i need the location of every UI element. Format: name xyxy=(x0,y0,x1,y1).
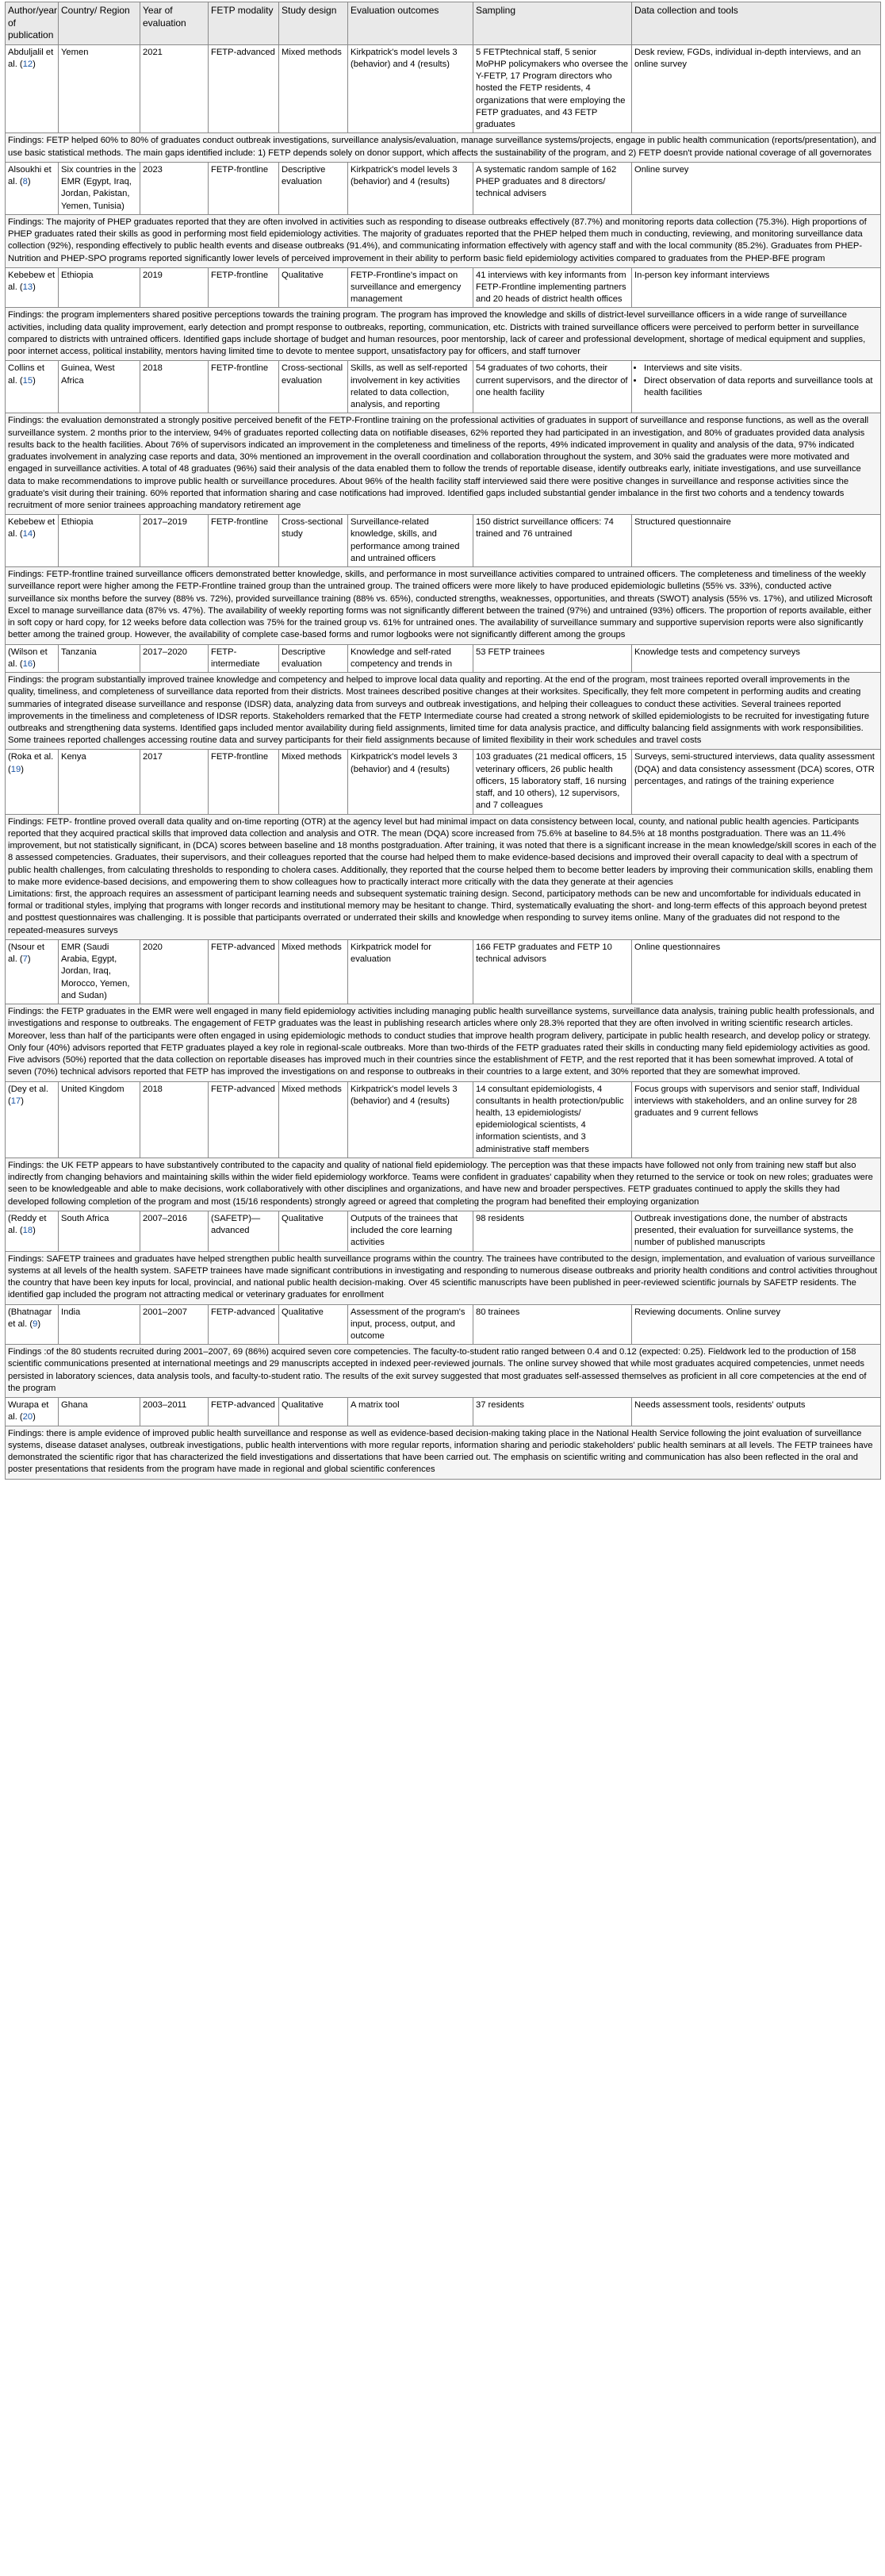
cell-author: (Wilson et al. (16) xyxy=(6,644,59,672)
reference-link[interactable]: 16 xyxy=(22,658,33,669)
findings-row xyxy=(6,1426,881,1479)
findings-text: Findings: The majority of PHEP graduates reported that they are often involved in activities such as responding to disease outbreaks effectively (87.7%) and monitoring reports data collection (75.3%). High proportions of PHEP graduates rated their skills as good in performing most field epidemiology activities. The majority of graduates reported that the PHEP helped them much in conducting, reviewing, and monitoring surveillance data collection (92%), responding effectively to public health events and disease outbreaks (91.4%), and communicating information effectively with agency staff and with the local community (85.2%). Graduates from PHEP-Nutrition and PHEP-SPO programs reported significantly lower levels of perceived improvement in their ability to perform basic field epidemiology activities compared to graduates from the PHEP-BFE program xyxy=(6,214,881,267)
header-author: Author/year of publication xyxy=(6,2,59,45)
reference-link[interactable]: 19 xyxy=(10,764,21,774)
cell-design: Qualitative xyxy=(279,1304,348,1345)
cell-year: 2007–2016 xyxy=(140,1211,209,1251)
cell-tools: Online questionnaires xyxy=(632,939,881,1004)
author-name: Wurapa et al. xyxy=(8,1400,49,1422)
cell-author: (Dey et al. (17) xyxy=(6,1081,59,1157)
cell-author: (Roka et al. (19) xyxy=(6,750,59,814)
cell-year: 2017–2019 xyxy=(140,515,209,567)
cell-outcomes: Kirkpatrick's model levels 3 (behavior) and 4 (results) xyxy=(348,162,473,214)
cell-outcomes: FETP-Frontline's impact on surveillance and emergency management xyxy=(348,267,473,308)
cell-author: (Nsour et al. (7) xyxy=(6,939,59,1004)
reference-link[interactable]: 14 xyxy=(22,529,33,539)
fetp-evaluation-table xyxy=(5,2,881,1480)
cell-author: Alsoukhi et al. (8) xyxy=(6,162,59,214)
cell-tools: Needs assessment tools, residents' outputs xyxy=(632,1398,881,1426)
findings-text: Findings :of the 80 students recruited during 2001–2007, 69 (86%) acquired seven core competencies. The faculty-to-student ratio ranged between 0.4 and 0.12 (expected: 0.25). Fieldwork led to the production of 158 scientific communications presented at international meetings and 29 manuscripts accepted in indexed peer-reviewed journals. The online survey showed that while most graduates acquired competencies, unmet needs persisted in laboratory sciences, data analysis tools, and faculty-to-student ratio. The results of the exit survey suggested that most graduates self-assessed themselves as proficient in all core competencies at the end of the program xyxy=(6,1345,881,1398)
cell-country: Guinea, West Africa xyxy=(59,361,140,413)
cell-tools: Online survey xyxy=(632,162,881,214)
cell-tools: Focus groups with supervisors and senior staff, Individual interviews with stakeholders, and an online survey for 28 graduates and 9 current fellows xyxy=(632,1081,881,1157)
cell-outcomes: Knowledge and self-rated competency and trends in xyxy=(348,644,473,672)
reference-link[interactable]: 20 xyxy=(22,1412,33,1422)
cell-design: Mixed methods xyxy=(279,939,348,1004)
author-name: (Dey et al. xyxy=(8,1084,48,1094)
cell-outcomes: Assessment of the program's input, process, output, and outcome xyxy=(348,1304,473,1345)
cell-country: Ghana xyxy=(59,1398,140,1426)
cell-sampling: 54 graduates of two cohorts, their current supervisors, and the director of one health facility xyxy=(473,361,632,413)
reference-link[interactable]: 8 xyxy=(22,177,28,187)
findings-paragraph: Limitations: first, the approach requires an assessment of participant learning needs and subsequent systematic training design. Second, participatory methods can be new and uncomfortable for individuals educated in formal or traditional styles, implying that programs with longer records and institutional memory may be hesitant to change. Third, systematically evaluating the short- and long-term effects of this approach beyond pretest and posttest questionnaires was challenging. It is possible that participants overrated or underrated their skills and knowledge when responding to survey items online. Many of the graduates did not respond to the repeated-measures surveys xyxy=(8,889,867,935)
table-row xyxy=(6,1211,881,1251)
cell-country: United Kingdom xyxy=(59,1081,140,1157)
cell-sampling: 41 interviews with key informants from FETP-Frontline implementing partners and 20 heads of district health offices xyxy=(473,267,632,308)
header-year: Year of evaluation xyxy=(140,2,209,45)
cell-sampling: 150 district surveillance officers: 74 trained and 76 untrained xyxy=(473,515,632,567)
cell-modality: FETP-frontline xyxy=(209,750,279,814)
findings-text: Findings: there is ample evidence of improved public health surveillance and response as well as evidence-based decision-making taking place in the National Health Service following the joint evaluation of surveillance systems, disease dataset analyses, outbreak investigations, public health interventions with more regular reports, information sharing and periodic stakeholders' public health seminars at all levels. The FETP trainees have demonstrated the scientific rigor that has characterized the field investigations and dissertations that have been carried out. The emphasis on scientific writing and communication has also been reflected in the oral and poster presentations that residents from the program have made in regional and global scientific conferences xyxy=(6,1426,881,1479)
findings-text: Findings: SAFETP trainees and graduates have helped strengthen public health surveillance programs within the country. The trainees have contributed to the design, implementation, and evaluation of various surveillance systems at all levels of the health system. SAFETP trainees have made significant contributions in investigating and responding to numerous disease outbreaks and priority health conditions and control activities throughout the country that have been key inputs for local, provincial, and national public health decision-making. Over 45 scientific manuscripts have been published in peer-reviewed scientific journals by SAFETP residents. The identified gap included the program not attracting medical or veterinary graduates for enrollment xyxy=(6,1251,881,1304)
cell-sampling: 103 graduates (21 medical officers, 15 veterinary officers, 26 public health officers, 15 laboratory staff, 16 nursing staff, and 10 others), 12 supervisors, and 7 colleagues xyxy=(473,750,632,814)
header-sampling: Sampling xyxy=(473,2,632,45)
reference-link[interactable]: 15 xyxy=(22,375,33,386)
cell-design: Qualitative xyxy=(279,1211,348,1251)
header-tools: Data collection and tools xyxy=(632,2,881,45)
table-row xyxy=(6,515,881,567)
table-row xyxy=(6,750,881,814)
cell-tools: Desk review, FGDs, individual in-depth interviews, and an online survey xyxy=(632,44,881,133)
cell-design: Descriptive evaluation xyxy=(279,162,348,214)
header-outcomes: Evaluation outcomes xyxy=(348,2,473,45)
cell-tools xyxy=(632,361,881,413)
cell-modality: FETP-frontline xyxy=(209,515,279,567)
table-row xyxy=(6,1398,881,1426)
page xyxy=(5,2,880,1480)
cell-author: Wurapa et al. (20) xyxy=(6,1398,59,1426)
author-name: (Wilson et al. xyxy=(8,647,48,669)
cell-country: Tanzania xyxy=(59,644,140,672)
cell-author: Abduljalil et al. (12) xyxy=(6,44,59,133)
author-name: Kebebew et al. xyxy=(8,517,56,539)
findings-text: Findings: the FETP graduates in the EMR were well engaged in many field epidemiology activities including managing public health surveillance systems, surveillance data analysis, training public health professionals, and investigations and response to outbreaks. The engagement of FETP graduates was the least in publishing research articles where only 28.3% reported that they are often involved in writing scientific research articles. Moreover, less than half of the participants were often engaged in using epidemiologic methods to conduct studies that improve health program delivery, participate in public health research, and develop policy or strategy. Only four (40%) advisors reported that FETP graduates played a key role in regional-scale outbreaks. More than two-thirds of the FETP graduates rated their skills in conducting many field epidemiology activities as good. Five advisors (50%) reported that the data collection on reportable diseases has improved much in their countries since the establishment of FETP, and the rest reported that it has been somewhat improved. A total of seven (70%) technical advisors reported that FETP has improved the investigations on and response to outbreaks in their countries to a large extent, and 30% reported that they are somewhat improved. xyxy=(6,1004,881,1081)
cell-author: Kebebew et al. (14) xyxy=(6,515,59,567)
cell-year: 2018 xyxy=(140,1081,209,1157)
tools-list-item: • Interviews and site visits. xyxy=(644,363,878,374)
cell-year: 2020 xyxy=(140,939,209,1004)
cell-modality: FETP-advanced xyxy=(209,939,279,1004)
findings-text: Findings: the evaluation demonstrated a strongly positive perceived benefit of the FETP-Frontline training on the professional activities of graduates in support of surveillance and response functions, as well as the overall surveillance system. 2 months prior to the interview, 94% of graduates reported collecting data on notifiable diseases, 62% reported they had participated in an investigation, and 80% of graduates provided data analysis results back to the health facilities. About 76% of supervisors indicated an improvement in the completeness and timeliness of the reports, 49% indicated improvement in quality and analysis of the data, 97% indicated graduates involvement in analyzing case reports and data, 30% mentioned an improvement in the overall coordination and collaboration throughout the system, and 30% said the graduates were more motivated and engaged in surveillance activities. A total of 48 graduates (96%) said their analysis of the data enabled them to follow the trends of reportable disease, identify outbreaks early, initiate investigations, and use surveillance data to make recommendations to improve public health or surveillance procedures. About 96% of the health facility staff interviewed said there were positive changes in surveillance and response activities since the graduate's visit during their training. 60% reported that information sharing and case notifications had improved. Identified gaps included substantial gender imbalance in the first two cohorts and a tendency towards recruitment of more senior trainees approaching mandatory retirement age xyxy=(6,413,881,515)
cell-country: Ethiopia xyxy=(59,515,140,567)
cell-design: Cross-sectional study xyxy=(279,515,348,567)
findings-row xyxy=(6,673,881,750)
cell-sampling: 166 FETP graduates and FETP 10 technical advisors xyxy=(473,939,632,1004)
cell-design: Cross-sectional evaluation xyxy=(279,361,348,413)
cell-outcomes: Surveillance-related knowledge, skills, and performance among trained and untrained officers xyxy=(348,515,473,567)
findings-row xyxy=(6,133,881,162)
cell-design: Mixed methods xyxy=(279,750,348,814)
reference-link[interactable]: 17 xyxy=(10,1096,21,1106)
cell-outcomes: Outputs of the trainees that included the core learning activities xyxy=(348,1211,473,1251)
findings-row xyxy=(6,214,881,267)
cell-year: 2021 xyxy=(140,44,209,133)
cell-sampling: 14 consultant epidemiologists, 4 consultants in health protection/public health, 13 epidemiologists/ epidemiological scientists, 4 information scientists, and 3 administrative staff members xyxy=(473,1081,632,1157)
cell-sampling: 80 trainees xyxy=(473,1304,632,1345)
cell-modality: FETP-frontline xyxy=(209,162,279,214)
cell-outcomes: Kirkpatrick's model levels 3 (behavior) and 4 (results) xyxy=(348,44,473,133)
cell-outcomes: Skills, as well as self-reported involvement in key activities related to data collection, analysis, and reporting xyxy=(348,361,473,413)
cell-sampling: A systematic random sample of 162 PHEP graduates and 8 directors/ technical advisers xyxy=(473,162,632,214)
cell-author: (Bhatnagar et al. (9) xyxy=(6,1304,59,1345)
author-name: Abduljalil et al. xyxy=(8,47,54,70)
cell-design: Mixed methods xyxy=(279,44,348,133)
table-row xyxy=(6,939,881,1004)
table-header xyxy=(6,2,881,45)
cell-design: Mixed methods xyxy=(279,1081,348,1157)
table-row xyxy=(6,644,881,672)
findings-text: Findings: FETP-frontline trained surveillance officers demonstrated better knowledge, skills, and performance in most surveillance activities compared to untrained officers. The completeness and timeliness of the weekly surveillance report were higher among the FETP-Frontline trained group than the untrained group. The trained officers were more likely to have produced epidemiologic bulletins (55% vs. 33%), conducted active surveillance six months before the survey (88% vs. 72%), provided surveillance training (88% vs. 65%), conducted strengths, weaknesses, opportunities, and threats (SWOT) analysis (55% vs. 17%), and utilized Microsoft Excel to manage surveillance data (87% vs. 47%). The availability of weekly reporting forms was not significantly different between the trained (97%) and untrained (93%) officers. The proportion of reports available, either in soft copy or hard copy, for 12 weeks before data collection was 75% for the trained group vs. 61% for untrained ones. The availability of surveillance summary and supportive supervision reports were also significantly better among the trained group. However, the availability of complete case-based forms and rumor logbooks were not significantly different among the groups xyxy=(6,567,881,644)
findings-text: Findings: the program substantially improved trainee knowledge and competency and helped to improve local data quality and reporting. At the end of the program, most trainees reported overall improvements in the quality, timeliness, and completeness of surveillance data reported from their districts. Most trainees described positive changes at their worksites. Specifically, they felt more competent in performing audits and creating summaries of integrated disease surveillance and response (IDSR) data, analyzing data from surveys and outbreak investigations, and helping their colleagues to conduct these activities. Several trainees reported improvements in the timeliness and completeness of IDSR reports. Stakeholders remarked that the FETP Intermediate course had created a strong network of skilled epidemiologists to be recruited for investigating future outbreaks and strengthening data systems. Identified gaps included mentor availability during field assignments, limited time for data analysis practice, and difficulty balancing field assignments with work responsibilities. Some trainees reported challenges accessing routine data and survey participants for their field assignments because of limited flexibility in their work schedules and travel costs xyxy=(6,673,881,750)
findings-row xyxy=(6,1345,881,1398)
cell-outcomes: Kirkpatrick model for evaluation xyxy=(348,939,473,1004)
cell-modality: FETP-advanced xyxy=(209,1304,279,1345)
cell-outcomes: Kirkpatrick's model levels 3 (behavior) and 4 (results) xyxy=(348,750,473,814)
author-name: (Nsour et al. xyxy=(8,942,45,965)
cell-year: 2018 xyxy=(140,361,209,413)
cell-outcomes: A matrix tool xyxy=(348,1398,473,1426)
cell-outcomes: Kirkpatrick's model levels 3 (behavior) and 4 (results) xyxy=(348,1081,473,1157)
cell-tools: In-person key informant interviews xyxy=(632,267,881,308)
cell-country: Yemen xyxy=(59,44,140,133)
cell-design: Qualitative xyxy=(279,1398,348,1426)
cell-design: Descriptive evaluation xyxy=(279,644,348,672)
cell-modality: FETP-intermediate xyxy=(209,644,279,672)
cell-sampling: 53 FETP trainees xyxy=(473,644,632,672)
cell-modality: FETP-frontline xyxy=(209,361,279,413)
cell-modality: FETP-advanced xyxy=(209,44,279,133)
author-name: Collins et al. xyxy=(8,363,45,386)
findings-row xyxy=(6,1157,881,1211)
cell-modality: FETP-advanced xyxy=(209,1398,279,1426)
findings-row xyxy=(6,308,881,361)
cell-sampling: 5 FETPtechnical staff, 5 senior MoPHP policymakers who oversee the Y-FETP, 17 Program directors who hosted the FETP residents, 4 organizations that were employing the FETP graduates, and 43 FETP graduates xyxy=(473,44,632,133)
author-name: (Reddy et al. xyxy=(8,1213,47,1236)
cell-modality: FETP-advanced xyxy=(209,1081,279,1157)
cell-country: India xyxy=(59,1304,140,1345)
cell-tools: Knowledge tests and competency surveys xyxy=(632,644,881,672)
table-row xyxy=(6,267,881,308)
findings-row xyxy=(6,814,881,939)
header-country: Country/ Region xyxy=(59,2,140,45)
reference-link[interactable]: 18 xyxy=(22,1226,33,1236)
findings-paragraph: Findings: FETP- frontline proved overall data quality and on-time reporting (OTR) at the agency level but had minimal impact on data consistency between local, county, and national public health agencies. Participants reported that they acquired practical skills that improved data collection and analysis and OTR. The mean (DQA) score increased from 75.6% at baseline to 84.5% at 18 months postgraduation. There was an 11.4% improvement, but not statistically significant, in (DCA) scores between baseline and 18 months postgraduation. After training, it was noted that there is a significant increase in the mean knowledge/skill scores in each of the 8 assessed competencies. Graduates, their supervisors, and their colleagues reported that the course had helped them to make evidence-based decisions and improved their overall capacity to deal with a spectrum of public health challenges, from calculating thresholds to responding to cholera cases. Additionally, they reported that the course helped them to become better leaders by improving their communication skills, enabling them to make more evidence-based decisions, and empowering them to show colleagues how to practically interact more critically with the data they generate at their agencies xyxy=(8,816,877,887)
cell-author: Kebebew et al. (13) xyxy=(6,267,59,308)
findings-text xyxy=(6,814,881,939)
cell-design: Qualitative xyxy=(279,267,348,308)
cell-year: 2019 xyxy=(140,267,209,308)
cell-country: EMR (Saudi Arabia, Egypt, Jordan, Iraq, Morocco, Yemen, and Sudan) xyxy=(59,939,140,1004)
cell-tools: Surveys, semi-structured interviews, data quality assessment (DQA) and data consistency assessment (DCA) scores, OTR percentages, and ratings of the training experience xyxy=(632,750,881,814)
cell-sampling: 98 residents xyxy=(473,1211,632,1251)
reference-link[interactable]: 9 xyxy=(33,1319,38,1329)
table-row xyxy=(6,1304,881,1345)
cell-country: Six countries in the EMR (Egypt, Iraq, Jordan, Pakistan, Yemen, Tunisia) xyxy=(59,162,140,214)
cell-year: 2003–2011 xyxy=(140,1398,209,1426)
cell-tools: Structured questionnaire xyxy=(632,515,881,567)
header-modality: FETP modality xyxy=(209,2,279,45)
author-name: (Bhatnagar et al. xyxy=(8,1307,52,1329)
reference-link[interactable]: 12 xyxy=(22,60,33,70)
author-name: (Roka et al. xyxy=(8,752,54,762)
cell-sampling: 37 residents xyxy=(473,1398,632,1426)
findings-row xyxy=(6,1004,881,1081)
table-body xyxy=(6,44,881,1479)
cell-tools: Reviewing documents. Online survey xyxy=(632,1304,881,1345)
findings-text: Findings: the UK FETP appears to have substantively contributed to the capacity and quality of national field epidemiology. The perception was that these impacts have followed not only from training new staff but also indirectly from changing behaviors and maintaining skills within the wider field epidemiology workforce. Teams were confident in graduates' capability when they returned to the service or took on new roles; graduates were seen to be knowledgeable and able to make decisions, work collaboratively with other disciplines and organizations, and have new and broader perspectives. FETP graduates continued to apply the skills they had developed following completion of the program and most (15/16 respondents) strongly agreed or agreed that completing the program had benefited their employing organization xyxy=(6,1157,881,1211)
cell-year: 2001–2007 xyxy=(140,1304,209,1345)
table-row xyxy=(6,361,881,413)
table-row xyxy=(6,162,881,214)
findings-row xyxy=(6,413,881,515)
findings-row xyxy=(6,567,881,644)
findings-text: Findings: FETP helped 60% to 80% of graduates conduct outbreak investigations, surveillance analysis/evaluation, manage surveillance systems/projects, engage in public health communication (reports/presentation), and use basic statistical methods. The main gaps identified include: 1) FETP depends solely on donor support, which affects the sustainability of the program, and 2) FETP doesn't provide national coverage of all governorates xyxy=(6,133,881,162)
findings-text: Findings: the program implementers shared positive perceptions towards the training program. The program has improved the knowledge and skills of district-level surveillance officers in a wide range of surveillance activities, including data quality improvement, early detection and prompt response to outbreaks, reporting, communication, etc. Districts with trained surveillance officers were perceived to perform better in surveillance compared to districts with untrained officers. Identified gaps include shortage of budget and human resources, poor mentorship, lack of career and professional development, shortage of medical equipment and supplies, poor internet access, political instability, mentors having limited time to devote to mentee support, unsatisfactory pay for officers, and staff turnover xyxy=(6,308,881,361)
table-row xyxy=(6,1081,881,1157)
header-design: Study design xyxy=(279,2,348,45)
cell-modality: (SAFETP)— advanced xyxy=(209,1211,279,1251)
cell-author: Collins et al. (15) xyxy=(6,361,59,413)
findings-row xyxy=(6,1251,881,1304)
tools-list xyxy=(634,363,878,399)
cell-country: Kenya xyxy=(59,750,140,814)
tools-list-item: • Direct observation of data reports and surveillance tools at health facilities xyxy=(644,375,878,399)
reference-link[interactable]: 7 xyxy=(22,954,28,965)
author-name: Kebebew et al. xyxy=(8,270,56,292)
cell-year: 2017 xyxy=(140,750,209,814)
cell-year: 2017–2020 xyxy=(140,644,209,672)
cell-author: (Reddy et al. (18) xyxy=(6,1211,59,1251)
reference-link[interactable]: 13 xyxy=(22,282,33,292)
table-row xyxy=(6,44,881,133)
cell-tools: Outbreak investigations done, the number of abstracts presented, their evaluation for surveillance systems, the number of published manuscripts xyxy=(632,1211,881,1251)
author-name: Alsoukhi et al. xyxy=(8,164,52,187)
cell-country: South Africa xyxy=(59,1211,140,1251)
cell-year: 2023 xyxy=(140,162,209,214)
cell-country: Ethiopia xyxy=(59,267,140,308)
cell-modality: FETP-frontline xyxy=(209,267,279,308)
